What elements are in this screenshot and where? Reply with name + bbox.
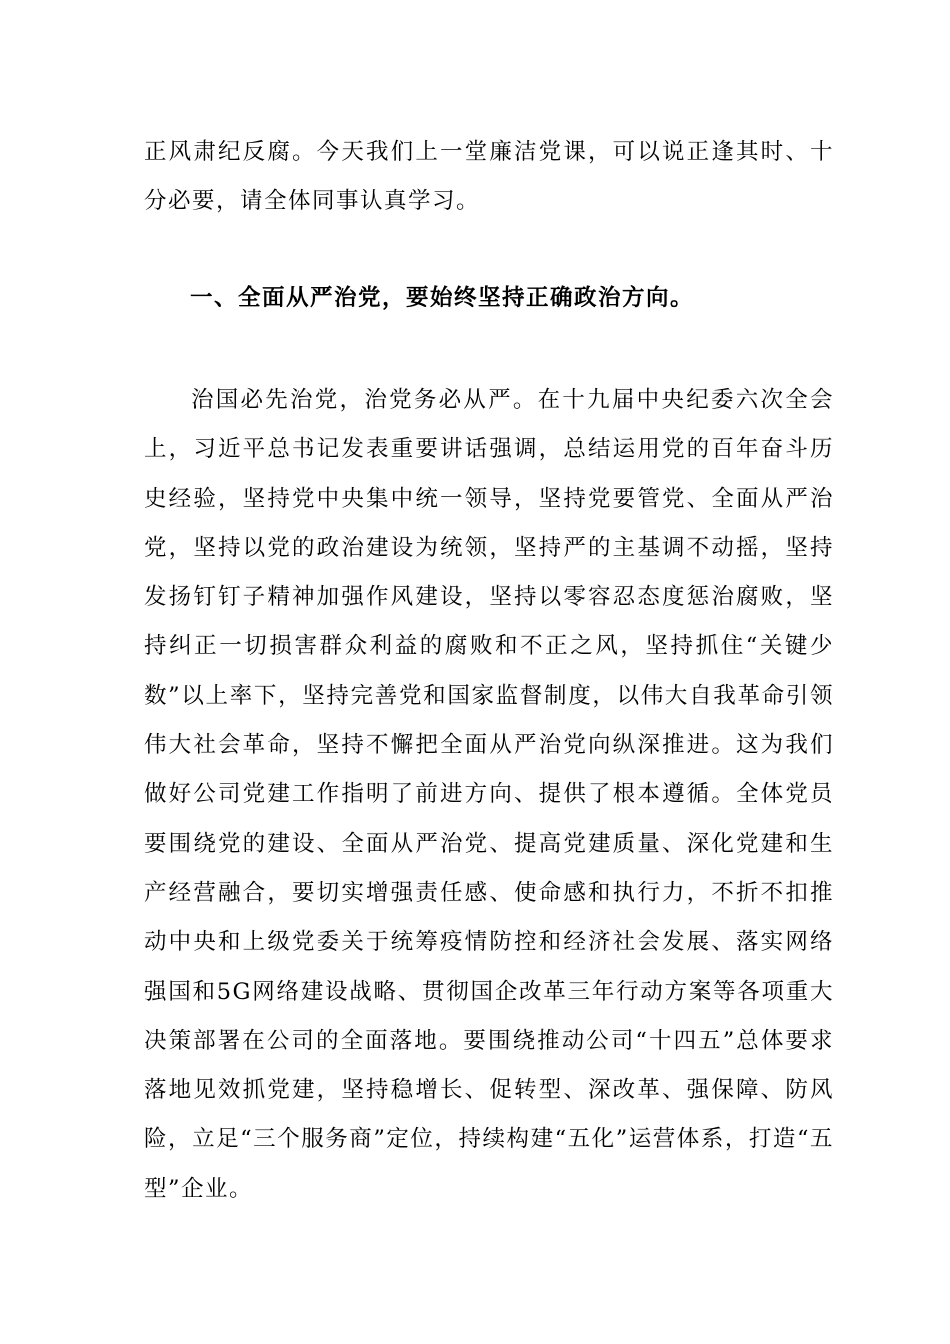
body-paragraph: 治国必先治党，治党务必从严。在十九届中央纪委六次全会上，习近平总书记发表重要讲话强调，总结运用党的百年奋斗历史经验，坚持党中央集中统一领导，坚持党要管党、全面从严治党，坚持以党的政治建设为统领，坚持严的主基调不动摇，坚持发扬钉钉子精神加强作风建设，坚持以零容忍态度惩治腐败，坚持纠正一切损害群众利益的腐败和不正之风，坚持抓住“关键少数”以上率下，坚持完善党和国家监督制度，以伟大自我革命引领伟大社会革命，坚持不懈把全面从严治党向纵深推进。这为我们做好公司党建工作指明了前进方向、提供了根本遵循。全体党员要围绕党的建设、全面从严治党、提高党建质量、深化党建和生产经营融合，要切实增强责任感、使命感和执行力，不折不扣推动中央和上级党委关于统筹疫情防控和经济社会发展、落实网络强国和5G网络建设战略、贯彻国企改革三年行动方案等各项重大决策部署在公司的全面落地。要围绕推动公司“十四五”总体要求落地见效抓党建，坚持稳增长、促转型、深改革、强保障、防风险，立足“三个服务商”定位，持续构建“五化”运营体系，打造“五型”企业。 <box>144 387 834 1202</box>
intro-paragraph: 正风肃纪反腐。今天我们上一堂廉洁党课，可以说正逢其时、十分必要，请全体同事认真学习。 <box>144 139 834 215</box>
section-heading: 一、全面从严治党，要始终坚持正确政治方向。 <box>190 285 695 311</box>
